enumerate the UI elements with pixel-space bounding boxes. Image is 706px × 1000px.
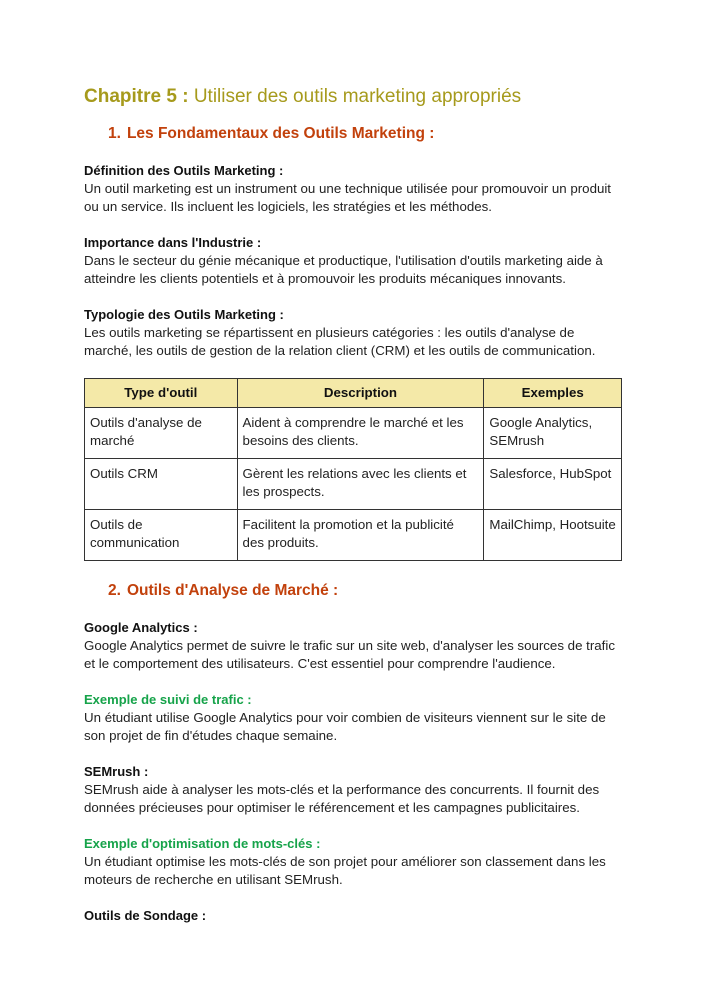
table-cell-description: Facilitent la promotion et la publicité des produits.	[237, 510, 484, 561]
survey-tools-title: Outils de Sondage :	[84, 908, 207, 923]
keyword-example-block	[84, 835, 622, 889]
section-1-heading	[108, 124, 622, 144]
section-2-heading	[108, 581, 622, 601]
table-row	[85, 459, 622, 510]
traffic-example-block	[84, 691, 622, 745]
document-page	[84, 85, 622, 943]
traffic-example-title: Exemple de suivi de trafic :	[84, 692, 252, 707]
table-cell-description: Gèrent les relations avec les clients et les prospects.	[237, 459, 484, 510]
google-analytics-title: Google Analytics :	[84, 620, 198, 635]
header-type: Type d'outil	[85, 379, 238, 408]
traffic-example-text: Un étudiant utilise Google Analytics pour voir combien de visiteurs viennent sur le site de son projet de fin d'études chaque semaine.	[84, 710, 606, 743]
semrush-text: SEMrush aide à analyser les mots-clés et la performance des concurrents. Il fournit des données précieuses pour optimiser le référencement et les campagnes publicitaires.	[84, 782, 600, 815]
chapter-name: Utiliser des outils marketing appropriés	[193, 86, 522, 107]
table-cell-examples: MailChimp, Hootsuite	[484, 510, 622, 561]
google-analytics-block	[84, 619, 622, 673]
section-2-number: 2.	[108, 582, 121, 599]
table-header-row	[85, 379, 622, 408]
section-1-number: 1.	[108, 125, 121, 142]
typology-title: Typologie des Outils Marketing :	[84, 307, 284, 322]
table-row	[85, 408, 622, 459]
table-cell-examples: Google Analytics, SEMrush	[484, 408, 622, 459]
table-cell-type: Outils d'analyse de marché	[85, 408, 238, 459]
definition-title: Définition des Outils Marketing :	[84, 163, 284, 178]
section-1-title: Les Fondamentaux des Outils Marketing :	[126, 125, 435, 142]
semrush-block	[84, 763, 622, 817]
table-cell-description: Aident à comprendre le marché et les besoins des clients.	[237, 408, 484, 459]
table-cell-type: Outils CRM	[85, 459, 238, 510]
importance-block	[84, 234, 622, 288]
tools-table	[84, 378, 622, 561]
header-description: Description	[237, 379, 484, 408]
keyword-example-title: Exemple d'optimisation de mots-clés :	[84, 836, 321, 851]
chapter-title	[84, 85, 622, 109]
chapter-label: Chapitre 5 :	[84, 86, 189, 107]
keyword-example-text: Un étudiant optimise les mots-clés de son projet pour améliorer son classement dans les moteurs de recherche en utilisant SEMrush.	[84, 854, 606, 887]
typology-text: Les outils marketing se répartissent en plusieurs catégories : les outils d'analyse de marché, les outils de gestion de la relation client (CRM) et les outils de communication.	[84, 325, 596, 358]
semrush-title: SEMrush :	[84, 764, 149, 779]
definition-block	[84, 162, 622, 216]
table-row	[85, 510, 622, 561]
table-cell-type: Outils de communication	[85, 510, 238, 561]
typology-block	[84, 306, 622, 360]
table-cell-examples: Salesforce, HubSpot	[484, 459, 622, 510]
importance-text: Dans le secteur du génie mécanique et productique, l'utilisation d'outils marketing aide à atteindre les clients potentiels et à promouvoir les produits mécaniques innovants.	[84, 253, 603, 286]
importance-title: Importance dans l'Industrie :	[84, 235, 262, 250]
section-2-title: Outils d'Analyse de Marché :	[126, 582, 339, 599]
google-analytics-text: Google Analytics permet de suivre le trafic sur un site web, d'analyser les sources de trafic et le comportement des utilisateurs. C'est essentiel pour comprendre l'audience.	[84, 638, 615, 671]
header-examples: Exemples	[484, 379, 622, 408]
survey-tools-block	[84, 907, 622, 925]
definition-text: Un outil marketing est un instrument ou une technique utilisée pour promouvoir un produit ou un service. Ils incluent les logiciels, les stratégies et les méthodes.	[84, 181, 612, 214]
